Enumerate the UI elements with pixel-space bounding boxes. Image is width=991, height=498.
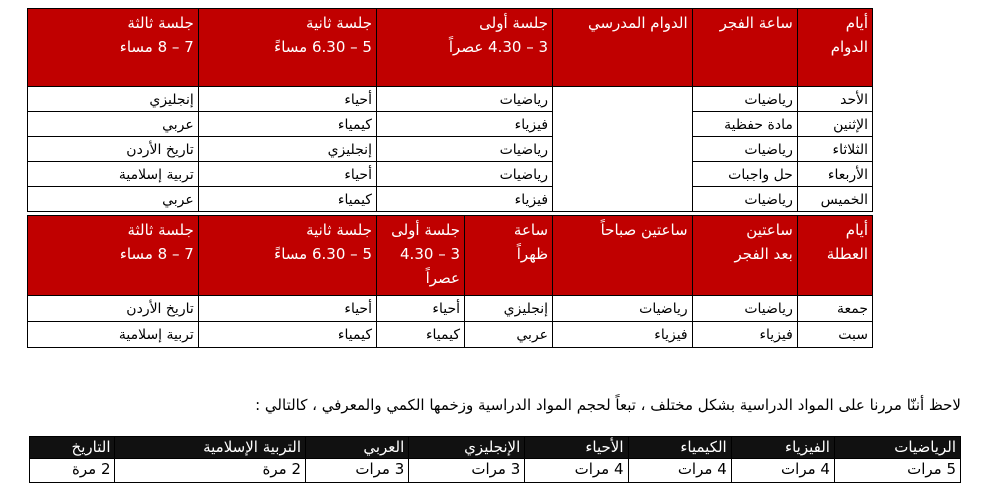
header-holiday-days: أيام العطلة	[797, 216, 872, 296]
subject-header: الرياضيات	[834, 437, 960, 459]
counts-row	[30, 459, 961, 483]
day-cell: الأحد	[797, 87, 872, 112]
session-2-cell: أحياء	[198, 162, 376, 187]
subjects-row	[30, 437, 961, 459]
cell: رياضيات	[553, 296, 693, 322]
header-session-1: جلسة أولى 3 – 4.30 عصراً	[376, 216, 464, 296]
table-row	[28, 87, 873, 112]
subject-frequency-table	[29, 436, 961, 483]
subject-header: الإنجليزي	[409, 437, 525, 459]
cell: رياضيات	[692, 296, 797, 322]
subject-header: الأحياء	[525, 437, 628, 459]
weekday-schedule-table	[27, 8, 873, 212]
cell: كيمياء	[376, 322, 464, 348]
session-1-cell: فيزياء	[376, 112, 552, 137]
cell: أحياء	[198, 296, 376, 322]
header-session-2: جلسة ثانية 5 – 6.30 مساءً	[198, 216, 376, 296]
day-cell: سبت	[797, 322, 872, 348]
count-cell: 2 مرة	[115, 459, 306, 483]
cell: فيزياء	[692, 322, 797, 348]
session-1-cell: فيزياء	[376, 187, 552, 212]
day-cell: الخميس	[797, 187, 872, 212]
day-cell: الأربعاء	[797, 162, 872, 187]
table-row	[28, 112, 873, 137]
subject-header: التربية الإسلامية	[115, 437, 306, 459]
cell: تربية إسلامية	[28, 322, 199, 348]
holiday-header-row	[28, 216, 873, 296]
subject-header: التاريخ	[30, 437, 115, 459]
fajr-cell: رياضيات	[692, 137, 797, 162]
header-session-2: جلسة ثانية 5 – 6.30 مساءً	[198, 9, 376, 87]
header-days: أيام الدوام	[797, 9, 872, 87]
header-session-3: جلسة ثالثة 7 – 8 مساء	[28, 216, 199, 296]
holiday-schedule-table	[27, 215, 873, 348]
header-session-3: جلسة ثالثة 7 – 8 مساء	[28, 9, 199, 87]
school-cell	[553, 87, 693, 212]
count-cell: 5 مرات	[834, 459, 960, 483]
session-2-cell: إنجليزي	[198, 137, 376, 162]
header-school: الدوام المدرسي	[553, 9, 693, 87]
session-1-cell: رياضيات	[376, 87, 552, 112]
table-row	[28, 137, 873, 162]
table-row	[28, 187, 873, 212]
header-fajr: ساعة الفجر	[692, 9, 797, 87]
session-1-cell: رياضيات	[376, 137, 552, 162]
note-text: لاحظ أننّا مررنا على المواد الدراسية بشكل مختلف ، تبعاً لحجم المواد الدراسية وزخمها الكمي والمعرفي ، كالتالي :	[255, 396, 961, 414]
cell: إنجليزي	[465, 296, 553, 322]
session-2-cell: كيمياء	[198, 187, 376, 212]
session-3-cell: تربية إسلامية	[28, 162, 199, 187]
cell: أحياء	[376, 296, 464, 322]
count-cell: 4 مرات	[628, 459, 731, 483]
day-cell: الإثنين	[797, 112, 872, 137]
cell: فيزياء	[553, 322, 693, 348]
cell: كيمياء	[198, 322, 376, 348]
session-2-cell: أحياء	[198, 87, 376, 112]
session-3-cell: عربي	[28, 112, 199, 137]
weekday-header-row	[28, 9, 873, 87]
cell: عربي	[465, 322, 553, 348]
session-3-cell: عربي	[28, 187, 199, 212]
count-cell: 2 مرة	[30, 459, 115, 483]
table-row	[28, 162, 873, 187]
count-cell: 3 مرات	[306, 459, 409, 483]
fajr-cell: رياضيات	[692, 87, 797, 112]
subject-header: الكيمياء	[628, 437, 731, 459]
cell: تاريخ الأردن	[28, 296, 199, 322]
session-2-cell: كيمياء	[198, 112, 376, 137]
subject-header: العربي	[306, 437, 409, 459]
header-two-hours-morning: ساعتين صباحاً	[553, 216, 693, 296]
table-row	[28, 296, 873, 322]
count-cell: 4 مرات	[731, 459, 834, 483]
session-1-cell: رياضيات	[376, 162, 552, 187]
session-3-cell: إنجليزي	[28, 87, 199, 112]
header-two-hours-after-fajr: ساعتين بعد الفجر	[692, 216, 797, 296]
table-row	[28, 322, 873, 348]
header-session-1: جلسة أولى 3 – 4.30 عصراً	[376, 9, 552, 87]
count-cell: 3 مرات	[409, 459, 525, 483]
fajr-cell: حل واجبات	[692, 162, 797, 187]
session-3-cell: تاريخ الأردن	[28, 137, 199, 162]
day-cell: جمعة	[797, 296, 872, 322]
subject-header: الفيزياء	[731, 437, 834, 459]
fajr-cell: مادة حفظية	[692, 112, 797, 137]
day-cell: الثلاثاء	[797, 137, 872, 162]
header-noon-hour: ساعة ظهراً	[465, 216, 553, 296]
fajr-cell: رياضيات	[692, 187, 797, 212]
count-cell: 4 مرات	[525, 459, 628, 483]
